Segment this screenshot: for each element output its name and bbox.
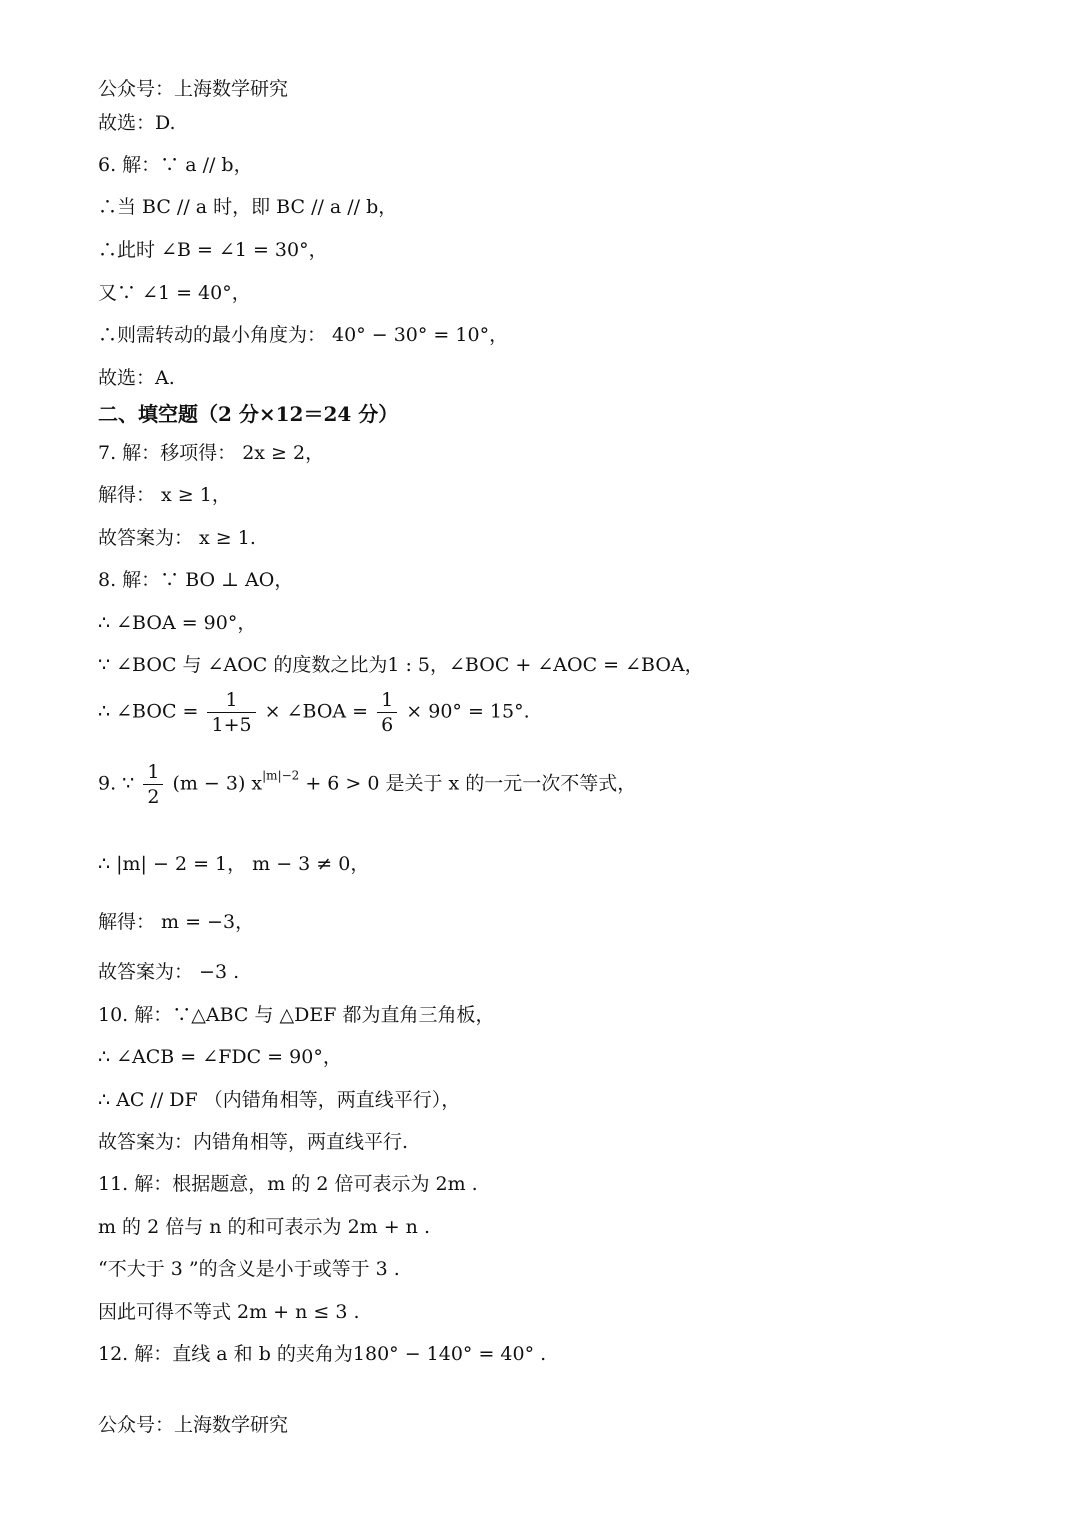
text-line: 7. 解：移项得： 2x ≥ 2， bbox=[98, 442, 325, 464]
text-line: 故答案为：内错角相等，两直线平行. bbox=[98, 1131, 409, 1153]
eq9-exponent: |m|−2 bbox=[262, 768, 300, 783]
eq8-tail: × 90° = 15°. bbox=[406, 700, 530, 723]
text-line: 解得： x ≥ 1， bbox=[98, 484, 231, 506]
eq9-lead: 9. ∵ bbox=[98, 772, 135, 795]
section-heading: 二、填空题（2 分×12＝24 分） bbox=[98, 402, 399, 426]
text-line: ∴此时 ∠B = ∠1 = 30°， bbox=[98, 239, 328, 261]
text-line: ∴ ∠ACB = ∠FDC = 90°， bbox=[98, 1046, 342, 1068]
text-line: ∵ ∠BOC 与 ∠AOC 的度数之比为1 : 5，∠BOC + ∠AOC = ∠BOA， bbox=[98, 654, 704, 676]
text-line: ∴ AC // DF （内错角相等，两直线平行）， bbox=[98, 1089, 461, 1111]
equation-8 bbox=[98, 688, 530, 737]
text-line: ∴ ∠BOA = 90°， bbox=[98, 612, 257, 634]
text-line: ∴当 BC // a 时，即 BC // a // b， bbox=[98, 196, 398, 218]
fraction bbox=[207, 688, 255, 737]
text-line: 12. 解：直线 a 和 b 的夹角为180° − 140° = 40° . bbox=[98, 1343, 547, 1365]
text-line: m 的 2 倍与 n 的和可表示为 2m + n . bbox=[98, 1216, 430, 1238]
footer-text: 公众号：上海数学研究 bbox=[98, 1414, 289, 1436]
text-line: ∴则需转动的最小角度为： 40° − 30° = 10°， bbox=[98, 324, 509, 346]
text-line: 11. 解：根据题意，m 的 2 倍可表示为 2m . bbox=[98, 1173, 478, 1195]
fraction-denominator: 1+5 bbox=[211, 714, 252, 736]
text-line: 6. 解：∵ a // b， bbox=[98, 154, 253, 176]
header-text: 公众号：上海数学研究 bbox=[98, 78, 289, 100]
text-line: 10. 解：∵△ABC 与 △DEF 都为直角三角板， bbox=[98, 1004, 495, 1026]
fraction-numerator: 1 bbox=[143, 760, 163, 785]
text-line: 故答案为： x ≥ 1. bbox=[98, 527, 256, 549]
fraction bbox=[143, 760, 163, 809]
text-line: 故选：D. bbox=[98, 112, 176, 134]
text-line: 故选：A. bbox=[98, 367, 175, 389]
text-line: 又∵ ∠1 = 40°， bbox=[98, 282, 251, 304]
text-line: 8. 解：∵ BO ⊥ AO， bbox=[98, 569, 294, 591]
text-line: 解得： m = −3， bbox=[98, 911, 255, 933]
fraction bbox=[377, 688, 397, 737]
eq8-mid: × ∠BOA = bbox=[264, 700, 369, 723]
text-line: 故答案为： −3 . bbox=[98, 961, 240, 983]
text-line: ∴ |m| − 2 = 1， m − 3 ≠ 0， bbox=[98, 853, 370, 875]
eq9-body: (m − 3) x bbox=[172, 772, 263, 795]
text-line: “不大于 3 ”的含义是小于或等于 3 . bbox=[98, 1258, 400, 1280]
eq9-tail: + 6 > 0 是关于 x 的一元一次不等式， bbox=[299, 772, 637, 795]
text-line: 因此可得不等式 2m + n ≤ 3 . bbox=[98, 1301, 360, 1323]
fraction-numerator: 1 bbox=[377, 688, 397, 713]
eq8-lead: ∴ ∠BOC = bbox=[98, 700, 199, 723]
fraction-numerator: 1 bbox=[207, 688, 255, 713]
fraction-denominator: 2 bbox=[147, 786, 160, 808]
equation-9 bbox=[98, 760, 636, 809]
fraction-denominator: 6 bbox=[381, 714, 394, 736]
